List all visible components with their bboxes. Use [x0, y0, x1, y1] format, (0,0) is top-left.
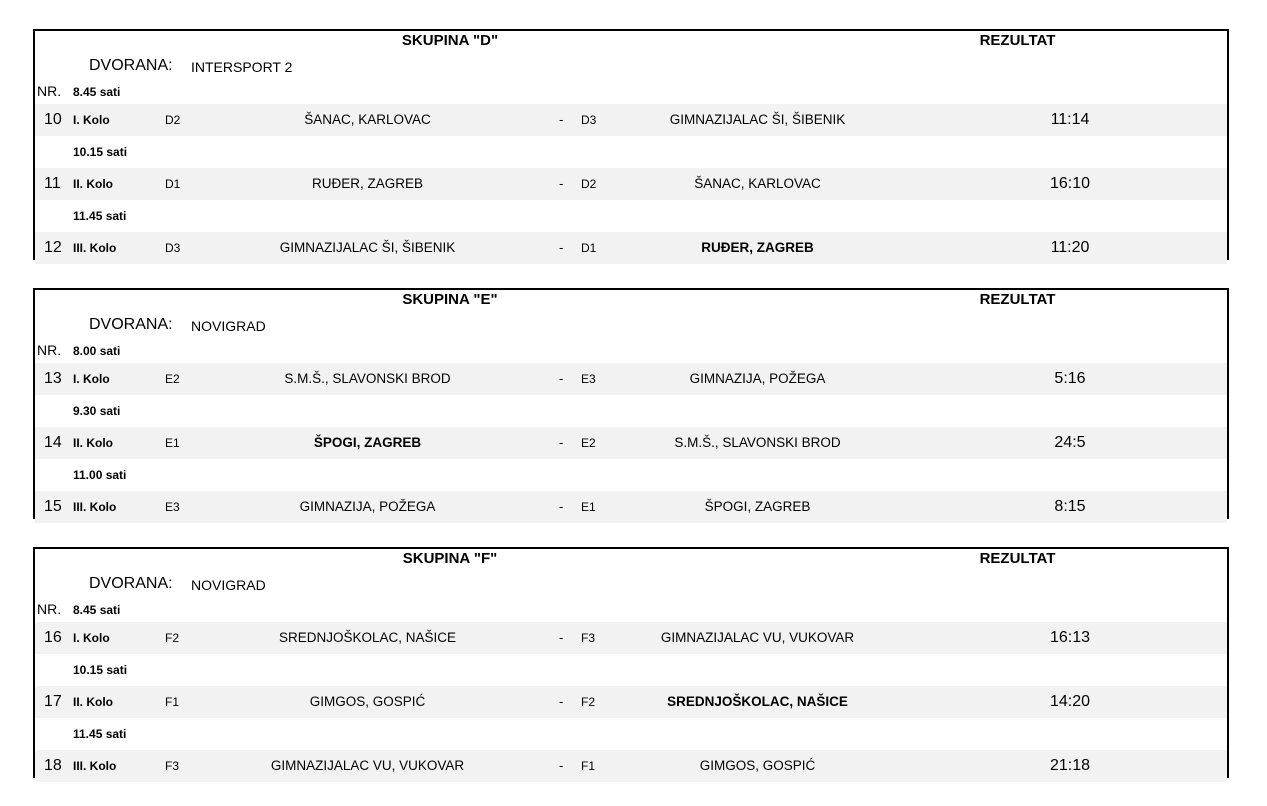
- result-header: REZULTAT: [979, 32, 1056, 49]
- match-round: III. Kolo: [73, 241, 117, 255]
- home-team: RUĐER, ZAGREB: [311, 176, 423, 191]
- match-separator: -: [559, 758, 564, 773]
- match-time: 11.45 sati: [73, 209, 127, 223]
- match-row: [35, 363, 1227, 395]
- match-separator: -: [559, 630, 564, 645]
- away-code: F2: [581, 695, 596, 709]
- nr-label: NR.: [37, 601, 62, 617]
- away-team: SREDNJOŠKOLAC, NAŠICE: [667, 694, 848, 709]
- group-title: SKUPINA "F": [402, 550, 498, 567]
- match-row: [35, 622, 1227, 654]
- hall-label: DVORANA:: [89, 57, 173, 74]
- match-score: 24:5: [1054, 434, 1086, 451]
- match-time: 10.15 sati: [73, 145, 128, 159]
- home-code: E3: [165, 500, 180, 514]
- hall-label: DVORANA:: [89, 575, 173, 592]
- match-number: 18: [44, 757, 62, 774]
- match-score: 16:10: [1049, 175, 1091, 192]
- match-row: [35, 232, 1227, 264]
- away-code: F1: [581, 759, 596, 773]
- nr-label: NR.: [37, 83, 62, 99]
- match-round: II. Kolo: [73, 436, 113, 450]
- match-number: 12: [44, 239, 62, 256]
- group-f: [33, 547, 1229, 778]
- home-team: SREDNJOŠKOLAC, NAŠICE: [278, 630, 457, 645]
- match-number: 17: [44, 693, 62, 710]
- match-separator: -: [559, 176, 564, 191]
- group-title: SKUPINA "E": [402, 291, 498, 308]
- match-time: 8.00 sati: [73, 344, 121, 358]
- hall-label: DVORANA:: [89, 316, 173, 333]
- match-score: 11:14: [1050, 111, 1090, 128]
- away-team: RUĐER, ZAGREB: [701, 240, 814, 255]
- match-time: 9.30 sati: [73, 404, 121, 418]
- match-separator: -: [559, 371, 564, 386]
- match-separator: -: [559, 694, 564, 709]
- home-team: GIMGOS, GOSPIĆ: [309, 694, 426, 709]
- match-round: III. Kolo: [73, 759, 117, 773]
- match-round: I. Kolo: [73, 631, 110, 645]
- match-score: 5:16: [1054, 370, 1086, 387]
- away-team: GIMNAZIJALAC ŠI, ŠIBENIK: [669, 112, 846, 127]
- match-round: II. Kolo: [73, 177, 113, 191]
- match-round: II. Kolo: [73, 695, 113, 709]
- away-code: E2: [581, 436, 596, 450]
- home-team: ŠPOGI, ZAGREB: [313, 435, 422, 450]
- nr-label: NR.: [37, 342, 62, 358]
- away-code: D2: [581, 177, 597, 191]
- match-score: 8:15: [1054, 498, 1086, 515]
- match-score: 16:13: [1049, 629, 1091, 646]
- match-number: 15: [44, 498, 62, 515]
- home-code: E2: [165, 372, 180, 386]
- match-number: 14: [44, 434, 62, 451]
- away-code: E1: [581, 500, 596, 514]
- away-team: ŠPOGI, ZAGREB: [704, 499, 811, 514]
- match-score: 14:20: [1049, 693, 1091, 710]
- match-separator: -: [559, 112, 564, 127]
- away-code: D1: [581, 241, 597, 255]
- group-title: SKUPINA "D": [401, 32, 499, 49]
- match-time: 11.00 sati: [73, 468, 127, 482]
- match-row: [35, 104, 1227, 136]
- hall-name: INTERSPORT 2: [191, 59, 293, 75]
- match-row: [35, 168, 1227, 200]
- away-code: E3: [581, 372, 596, 386]
- hall-name: NOVIGRAD: [191, 318, 266, 334]
- match-number: 16: [44, 629, 62, 646]
- away-team: GIMNAZIJA, POŽEGA: [689, 371, 826, 386]
- match-separator: -: [559, 499, 564, 514]
- match-time: 8.45 sati: [73, 85, 121, 99]
- match-row: [35, 686, 1227, 718]
- match-number: 10: [44, 111, 62, 128]
- match-number: 11: [44, 175, 61, 192]
- away-code: F3: [581, 631, 596, 645]
- away-team: ŠANAC, KARLOVAC: [694, 176, 821, 191]
- away-team: GIMNAZIJALAC VU, VUKOVAR: [660, 630, 855, 645]
- match-time: 10.15 sati: [73, 663, 128, 677]
- away-code: D3: [581, 113, 597, 127]
- match-time: 8.45 sati: [73, 603, 121, 617]
- match-score: 21:18: [1049, 757, 1091, 774]
- home-code: D3: [165, 241, 181, 255]
- group-d: [33, 29, 1229, 260]
- match-time: 11.45 sati: [73, 727, 127, 741]
- match-row: [35, 491, 1227, 523]
- home-team: ŠANAC, KARLOVAC: [304, 112, 431, 127]
- result-header: REZULTAT: [979, 291, 1056, 308]
- home-code: F2: [165, 631, 180, 645]
- match-score: 11:20: [1050, 239, 1090, 256]
- match-separator: -: [559, 435, 564, 450]
- home-code: F1: [165, 695, 180, 709]
- home-code: E1: [165, 436, 180, 450]
- match-row: [35, 750, 1227, 782]
- match-number: 13: [44, 370, 62, 387]
- home-team: GIMNAZIJA, POŽEGA: [299, 499, 436, 514]
- home-team: GIMNAZIJALAC VU, VUKOVAR: [270, 758, 465, 773]
- result-header: REZULTAT: [979, 550, 1056, 567]
- home-code: F3: [165, 759, 180, 773]
- match-row: [35, 427, 1227, 459]
- hall-name: NOVIGRAD: [191, 577, 266, 593]
- home-team: S.M.Š., SLAVONSKI BROD: [284, 371, 451, 386]
- home-team: GIMNAZIJALAC ŠI, ŠIBENIK: [279, 240, 456, 255]
- match-round: III. Kolo: [73, 500, 117, 514]
- match-separator: -: [559, 240, 564, 255]
- match-round: I. Kolo: [73, 372, 110, 386]
- home-code: D1: [165, 177, 181, 191]
- away-team: GIMGOS, GOSPIĆ: [699, 758, 816, 773]
- group-e: [33, 288, 1229, 519]
- home-code: D2: [165, 113, 181, 127]
- match-round: I. Kolo: [73, 113, 110, 127]
- away-team: S.M.Š., SLAVONSKI BROD: [674, 435, 841, 450]
